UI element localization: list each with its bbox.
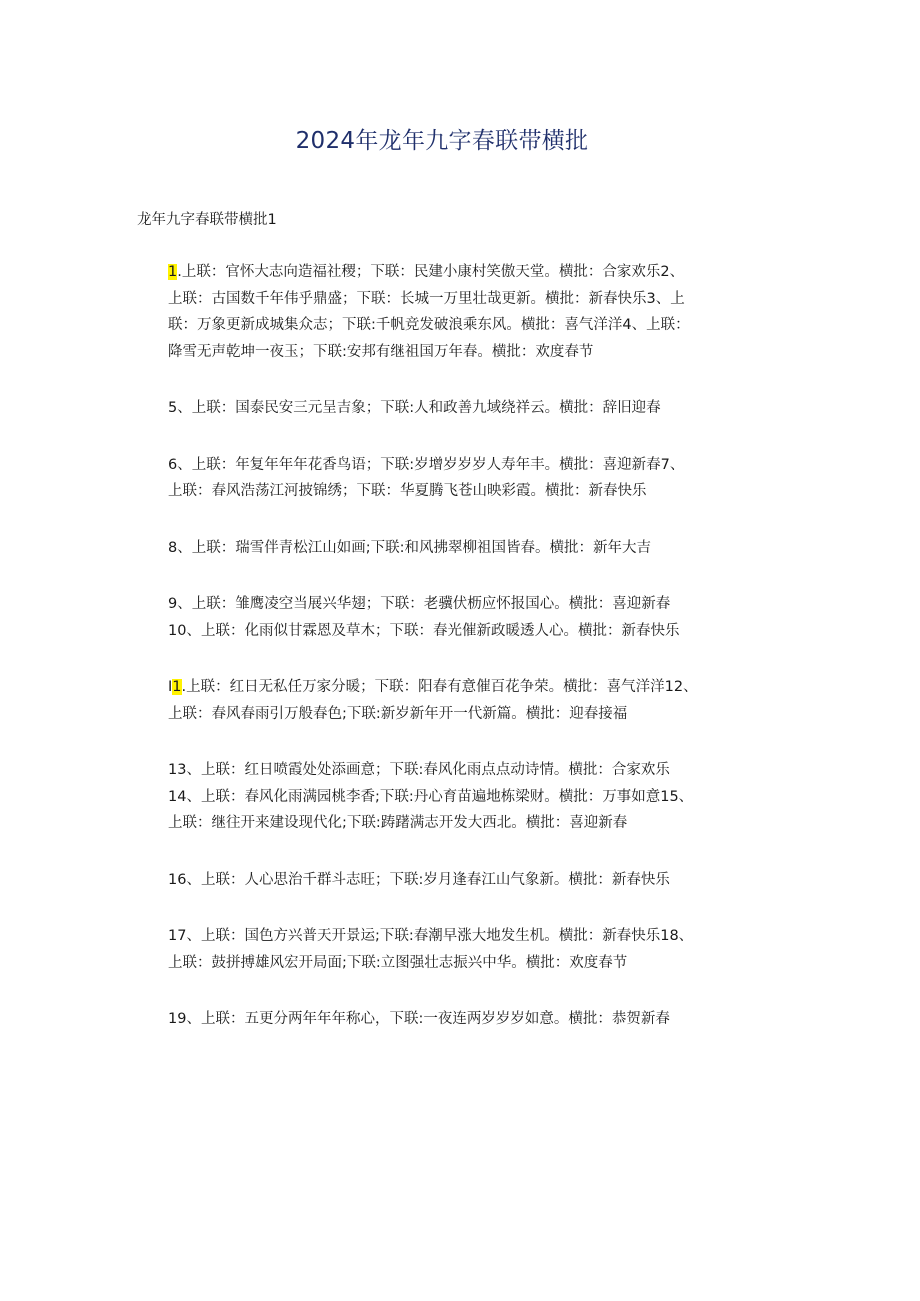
couplet-paragraph (168, 867, 728, 894)
couplet-paragraph (168, 395, 728, 422)
paragraph-line (168, 950, 728, 977)
line-text: 9、上联：雏鹰凌空当展兴华翅；下联：老骥伏枥应怀报国心。横批：喜迎新春 (168, 596, 671, 612)
line-text: 10、上联：化雨似甘霖恩及草木；下联：春光催新政暖透人心。横批：新春快乐 (168, 622, 680, 639)
line-prefix: I (168, 679, 173, 695)
paragraph-line (168, 1006, 728, 1033)
couplet-paragraph (168, 674, 728, 727)
line-text: 上联：春风浩荡江河披锦绣；下联：华夏腾飞苍山映彩霞。横批：新春快乐 (168, 483, 647, 499)
paragraph-line (168, 674, 728, 701)
highlighted-number: 1 (172, 679, 182, 695)
couplet-list (168, 259, 728, 1063)
paragraph-line (168, 701, 728, 728)
line-text: 上联：春风春雨引万般春色;下联:新岁新年开一代新篇。横批：迎春接福 (168, 705, 628, 722)
paragraph-line (168, 810, 728, 837)
line-text: 13、上联：红日喷霞处处添画意；下联:春风化雨点点动诗情。横批：合家欢乐 (168, 762, 670, 778)
line-text: 14、上联：春风化雨满园桃李香;下联:丹心育苗遍地栋梁财。横批：万事如意15、 (168, 788, 694, 805)
paragraph-line (168, 784, 728, 811)
line-text: 上联：古国数千年伟乎鼎盛；下联：长城一万里壮哉更新。横批：新春快乐3、上 (168, 290, 685, 307)
line-text: .上联：官怀大志向造福社稷；下联：民建小康村笑傲天堂。横批：合家欢乐2、 (177, 264, 685, 280)
line-text: 降雪无声乾坤一夜玉；下联:安邦有继祖国万年春。横批：欢度春节 (168, 343, 594, 360)
paragraph-line (168, 618, 728, 645)
couplet-paragraph (168, 452, 728, 505)
couplet-paragraph (168, 757, 728, 837)
paragraph-line (168, 312, 728, 339)
paragraph-line (168, 591, 728, 618)
paragraph-line (168, 478, 728, 505)
line-text: 5、上联：国泰民安三元呈吉象；下联:人和政善九域绕祥云。横批：辞旧迎春 (168, 400, 661, 416)
couplet-paragraph (168, 923, 728, 976)
line-text: 8、上联：瑞雪伴青松江山如画;下联:和风拂翠柳祖国皆春。横批：新年大吉 (168, 539, 651, 556)
line-text: 19、上联：五更分两年年年称心，下联:一夜连两岁岁岁如意。横批：恭贺新春 (168, 1011, 670, 1027)
highlighted-number: 1 (168, 264, 178, 280)
paragraph-line (168, 339, 728, 366)
document-title: 2024年龙年九字春联带横批 (295, 128, 589, 154)
paragraph-line (168, 395, 728, 422)
paragraph-line (168, 535, 728, 562)
line-text: 16、上联：人心思治千群斗志旺；下联:岁月逢春江山气象新。横批：新春快乐 (168, 871, 670, 888)
couplet-paragraph (168, 259, 728, 365)
paragraph-line (168, 867, 728, 894)
paragraph-line (168, 452, 728, 479)
line-text: 联：万象更新成城集众志；下联:千帆竞发破浪乘东风。横批：喜气洋洋4、上联： (168, 317, 690, 333)
paragraph-line (168, 757, 728, 784)
paragraph-line (168, 286, 728, 313)
line-text: 上联：继往开来建设现代化;下联:踌躇满志开发大西北。横批：喜迎新春 (168, 815, 628, 831)
line-text: .上联：红日无私任万家分暖；下联：阳春有意催百花争荣。横批：喜气洋洋12、 (181, 679, 698, 695)
document-subtitle: 龙年九字春联带横批1 (137, 212, 277, 228)
paragraph-line (168, 923, 728, 950)
couplet-paragraph (168, 1006, 728, 1033)
line-text: 6、上联：年复年年年花香鸟语；下联:岁增岁岁岁人寿年丰。横批：喜迎新春7、 (168, 456, 685, 473)
couplet-paragraph (168, 535, 728, 562)
paragraph-line (168, 259, 728, 286)
line-text: 17、上联：国色方兴普天开景运;下联:春潮早涨大地发生机。横批：新春快乐18、 (168, 928, 694, 944)
couplet-paragraph (168, 591, 728, 644)
line-text: 上联：鼓拼搏雄风宏开局面;下联:立图强壮志振兴中华。横批：欢度春节 (168, 954, 628, 971)
